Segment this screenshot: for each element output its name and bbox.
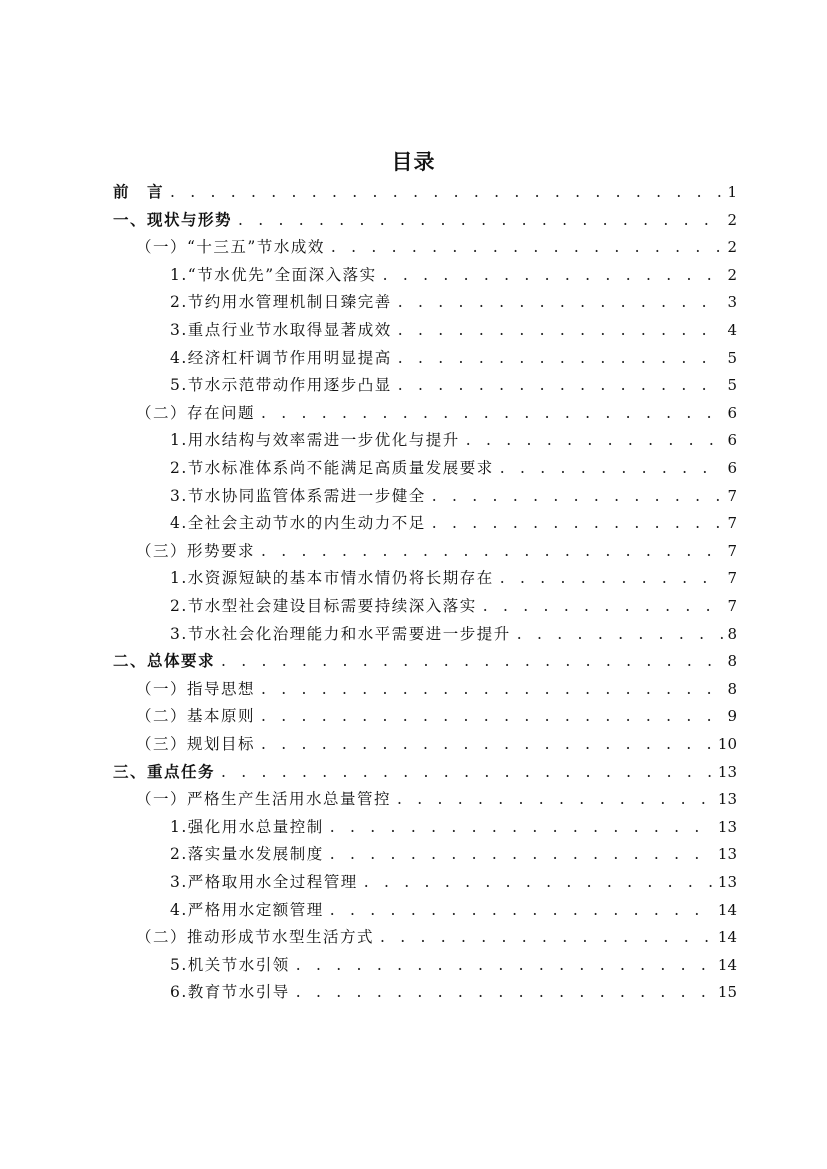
- toc-entry-title: 5.节水示范带动作用逐步凸显: [170, 376, 392, 395]
- toc-entry-title: 前 言: [113, 183, 165, 201]
- toc-entry[interactable]: [136, 401, 737, 421]
- toc-dot-leader: [261, 542, 723, 560]
- toc-dot-leader: [383, 266, 724, 284]
- toc-entry-title: 2.节约用水管理机制日臻完善: [170, 293, 392, 312]
- toc-entry[interactable]: [170, 346, 737, 366]
- toc-page-number: 2: [727, 265, 737, 284]
- toc-dot-leader: [432, 514, 724, 532]
- toc-entry-title: 5.机关节水引领: [170, 955, 290, 974]
- toc-page-number: 2: [727, 238, 737, 257]
- toc-entry[interactable]: [170, 484, 737, 504]
- toc-entry-title: 2.落实量水发展制度: [170, 845, 324, 864]
- toc-entry[interactable]: [170, 428, 737, 448]
- toc-entry[interactable]: [170, 980, 737, 1000]
- toc-page-number: 8: [727, 624, 737, 643]
- toc-entry-title: 2.节水标准体系尚不能满足高质量发展要求: [170, 459, 494, 477]
- toc-dot-leader: [261, 404, 723, 422]
- toc-entry-title: （一）指导思想: [136, 679, 256, 698]
- toc-dot-leader: [261, 707, 723, 725]
- toc-dot-leader: [500, 459, 724, 477]
- toc-page-number: 14: [717, 928, 737, 947]
- toc-entry[interactable]: [170, 373, 737, 393]
- toc-entry[interactable]: [136, 925, 737, 945]
- toc-page-number: 13: [717, 817, 737, 836]
- toc-dot-leader: [517, 625, 724, 643]
- toc-entry-title: （二）基本原则: [136, 707, 256, 726]
- toc-dot-leader: [170, 183, 723, 201]
- toc-page-number: 13: [717, 762, 737, 781]
- toc-entry[interactable]: [170, 842, 737, 862]
- toc-entry[interactable]: [170, 263, 737, 283]
- toc-dot-leader: [398, 376, 724, 394]
- toc-page-number: 5: [727, 376, 737, 395]
- toc-page-number: 8: [727, 679, 737, 698]
- toc-entry-title: 1.“节水优先”全面深入落实: [170, 265, 377, 284]
- toc-dot-leader: [296, 956, 714, 974]
- toc-dot-leader: [466, 431, 724, 449]
- toc-entry[interactable]: [136, 235, 737, 255]
- toc-entry[interactable]: [136, 704, 737, 724]
- toc-page-number: 15: [717, 983, 737, 1002]
- toc-entry[interactable]: [113, 649, 737, 669]
- toc-dot-leader: [221, 652, 723, 670]
- toc-entry[interactable]: [170, 594, 737, 614]
- toc-dot-leader: [261, 735, 714, 753]
- toc-entry-title: （二）推动形成节水型生活方式: [136, 928, 375, 947]
- toc-dot-leader: [398, 293, 724, 311]
- toc-entry[interactable]: [170, 622, 737, 642]
- toc-entry-title: （二）存在问题: [136, 403, 256, 422]
- toc-dot-leader: [331, 238, 724, 256]
- toc-page-number: 7: [727, 514, 737, 533]
- toc-page-number: 7: [727, 569, 737, 588]
- toc-dot-leader: [261, 680, 723, 698]
- toc-entry-title: 1.强化用水总量控制: [170, 817, 324, 836]
- toc-dot-leader: [397, 790, 714, 808]
- toc-dot-leader: [330, 901, 714, 919]
- toc-page-number: 13: [717, 790, 737, 809]
- toc-entry-title: 4.严格用水定额管理: [170, 900, 324, 919]
- toc-dot-leader: [221, 763, 714, 781]
- toc-page-number: 13: [717, 873, 737, 891]
- toc-page-number: 7: [727, 486, 737, 505]
- toc-page-number: 8: [727, 652, 737, 671]
- toc-dot-leader: [238, 211, 723, 229]
- toc-page-number: 14: [717, 955, 737, 974]
- toc-title: 目录: [391, 149, 436, 174]
- toc-entry-title: 3.节水社会化治理能力和水平需要进一步提升: [170, 624, 511, 643]
- toc-entry-title: 三、重点任务: [113, 762, 216, 781]
- toc-dot-leader: [364, 873, 714, 891]
- toc-entry[interactable]: [170, 290, 737, 310]
- toc-entry[interactable]: [170, 511, 737, 531]
- toc-dot-leader: [330, 845, 714, 863]
- toc-page-number: 6: [727, 431, 737, 450]
- toc-page-number: 7: [727, 541, 737, 560]
- toc-entry-title: 1.用水结构与效率需进一步优化与提升: [170, 431, 460, 450]
- toc-page-number: 2: [727, 210, 737, 229]
- toc-entry-title: 1.水资源短缺的基本市情水情仍将长期存在: [170, 569, 494, 588]
- toc-dot-leader: [432, 487, 724, 505]
- toc-entry[interactable]: [136, 539, 737, 559]
- toc-entry-title: （三）规划目标: [136, 735, 256, 753]
- toc-entry[interactable]: [136, 677, 737, 697]
- toc-entry[interactable]: [170, 456, 737, 476]
- toc-page-number: 14: [717, 900, 737, 919]
- toc-page-number: 3: [727, 293, 737, 312]
- toc-entry[interactable]: [170, 815, 737, 835]
- toc-page-number: 4: [727, 321, 737, 339]
- toc-entry[interactable]: [170, 870, 737, 890]
- toc-entry[interactable]: [170, 898, 737, 918]
- toc-entry[interactable]: [113, 208, 737, 228]
- toc-dot-leader: [380, 928, 714, 946]
- toc-entry-title: 4.经济杠杆调节作用明显提高: [170, 348, 392, 367]
- toc-entry-title: 一、现状与形势: [113, 210, 233, 229]
- toc-entry[interactable]: [170, 566, 737, 586]
- toc-entry-title: 二、总体要求: [113, 652, 216, 671]
- toc-page-number: 9: [727, 707, 737, 726]
- toc-page-number: 6: [727, 459, 737, 477]
- toc-entry[interactable]: [113, 180, 737, 200]
- toc-dot-leader: [500, 569, 724, 587]
- toc-page-number: 6: [727, 403, 737, 422]
- toc-page-number: 7: [727, 597, 737, 615]
- toc-entry-title: 2.节水型社会建设目标需要持续深入落实: [170, 597, 477, 615]
- toc-entry-title: 4.全社会主动节水的内生动力不足: [170, 514, 426, 533]
- toc-dot-leader: [296, 983, 714, 1001]
- toc-entry-title: 3.严格取用水全过程管理: [170, 873, 358, 891]
- toc-page-number: 5: [727, 348, 737, 367]
- toc-dot-leader: [330, 818, 714, 836]
- toc-entry[interactable]: [136, 732, 737, 752]
- toc-page-number: 13: [717, 845, 737, 864]
- toc-entry-title: （一）严格生产生活用水总量管控: [136, 790, 392, 809]
- toc-entry-title: （一）“十三五”节水成效: [136, 238, 325, 257]
- toc-entry-title: 3.节水协同监管体系需进一步健全: [170, 486, 426, 505]
- toc-entry[interactable]: [136, 787, 737, 807]
- toc-page-number: 10: [717, 735, 737, 753]
- toc-dot-leader: [398, 349, 724, 367]
- toc-entry-title: 6.教育节水引导: [170, 983, 290, 1002]
- toc-entry-title: 3.重点行业节水取得显著成效: [170, 321, 392, 339]
- toc-entry[interactable]: [170, 318, 737, 338]
- toc-entry-title: （三）形势要求: [136, 541, 256, 560]
- toc-dot-leader: [398, 321, 724, 339]
- toc-entry[interactable]: [170, 953, 737, 973]
- toc-dot-leader: [483, 597, 724, 615]
- toc-entry[interactable]: [113, 760, 737, 780]
- toc-page-number: 1: [727, 183, 737, 201]
